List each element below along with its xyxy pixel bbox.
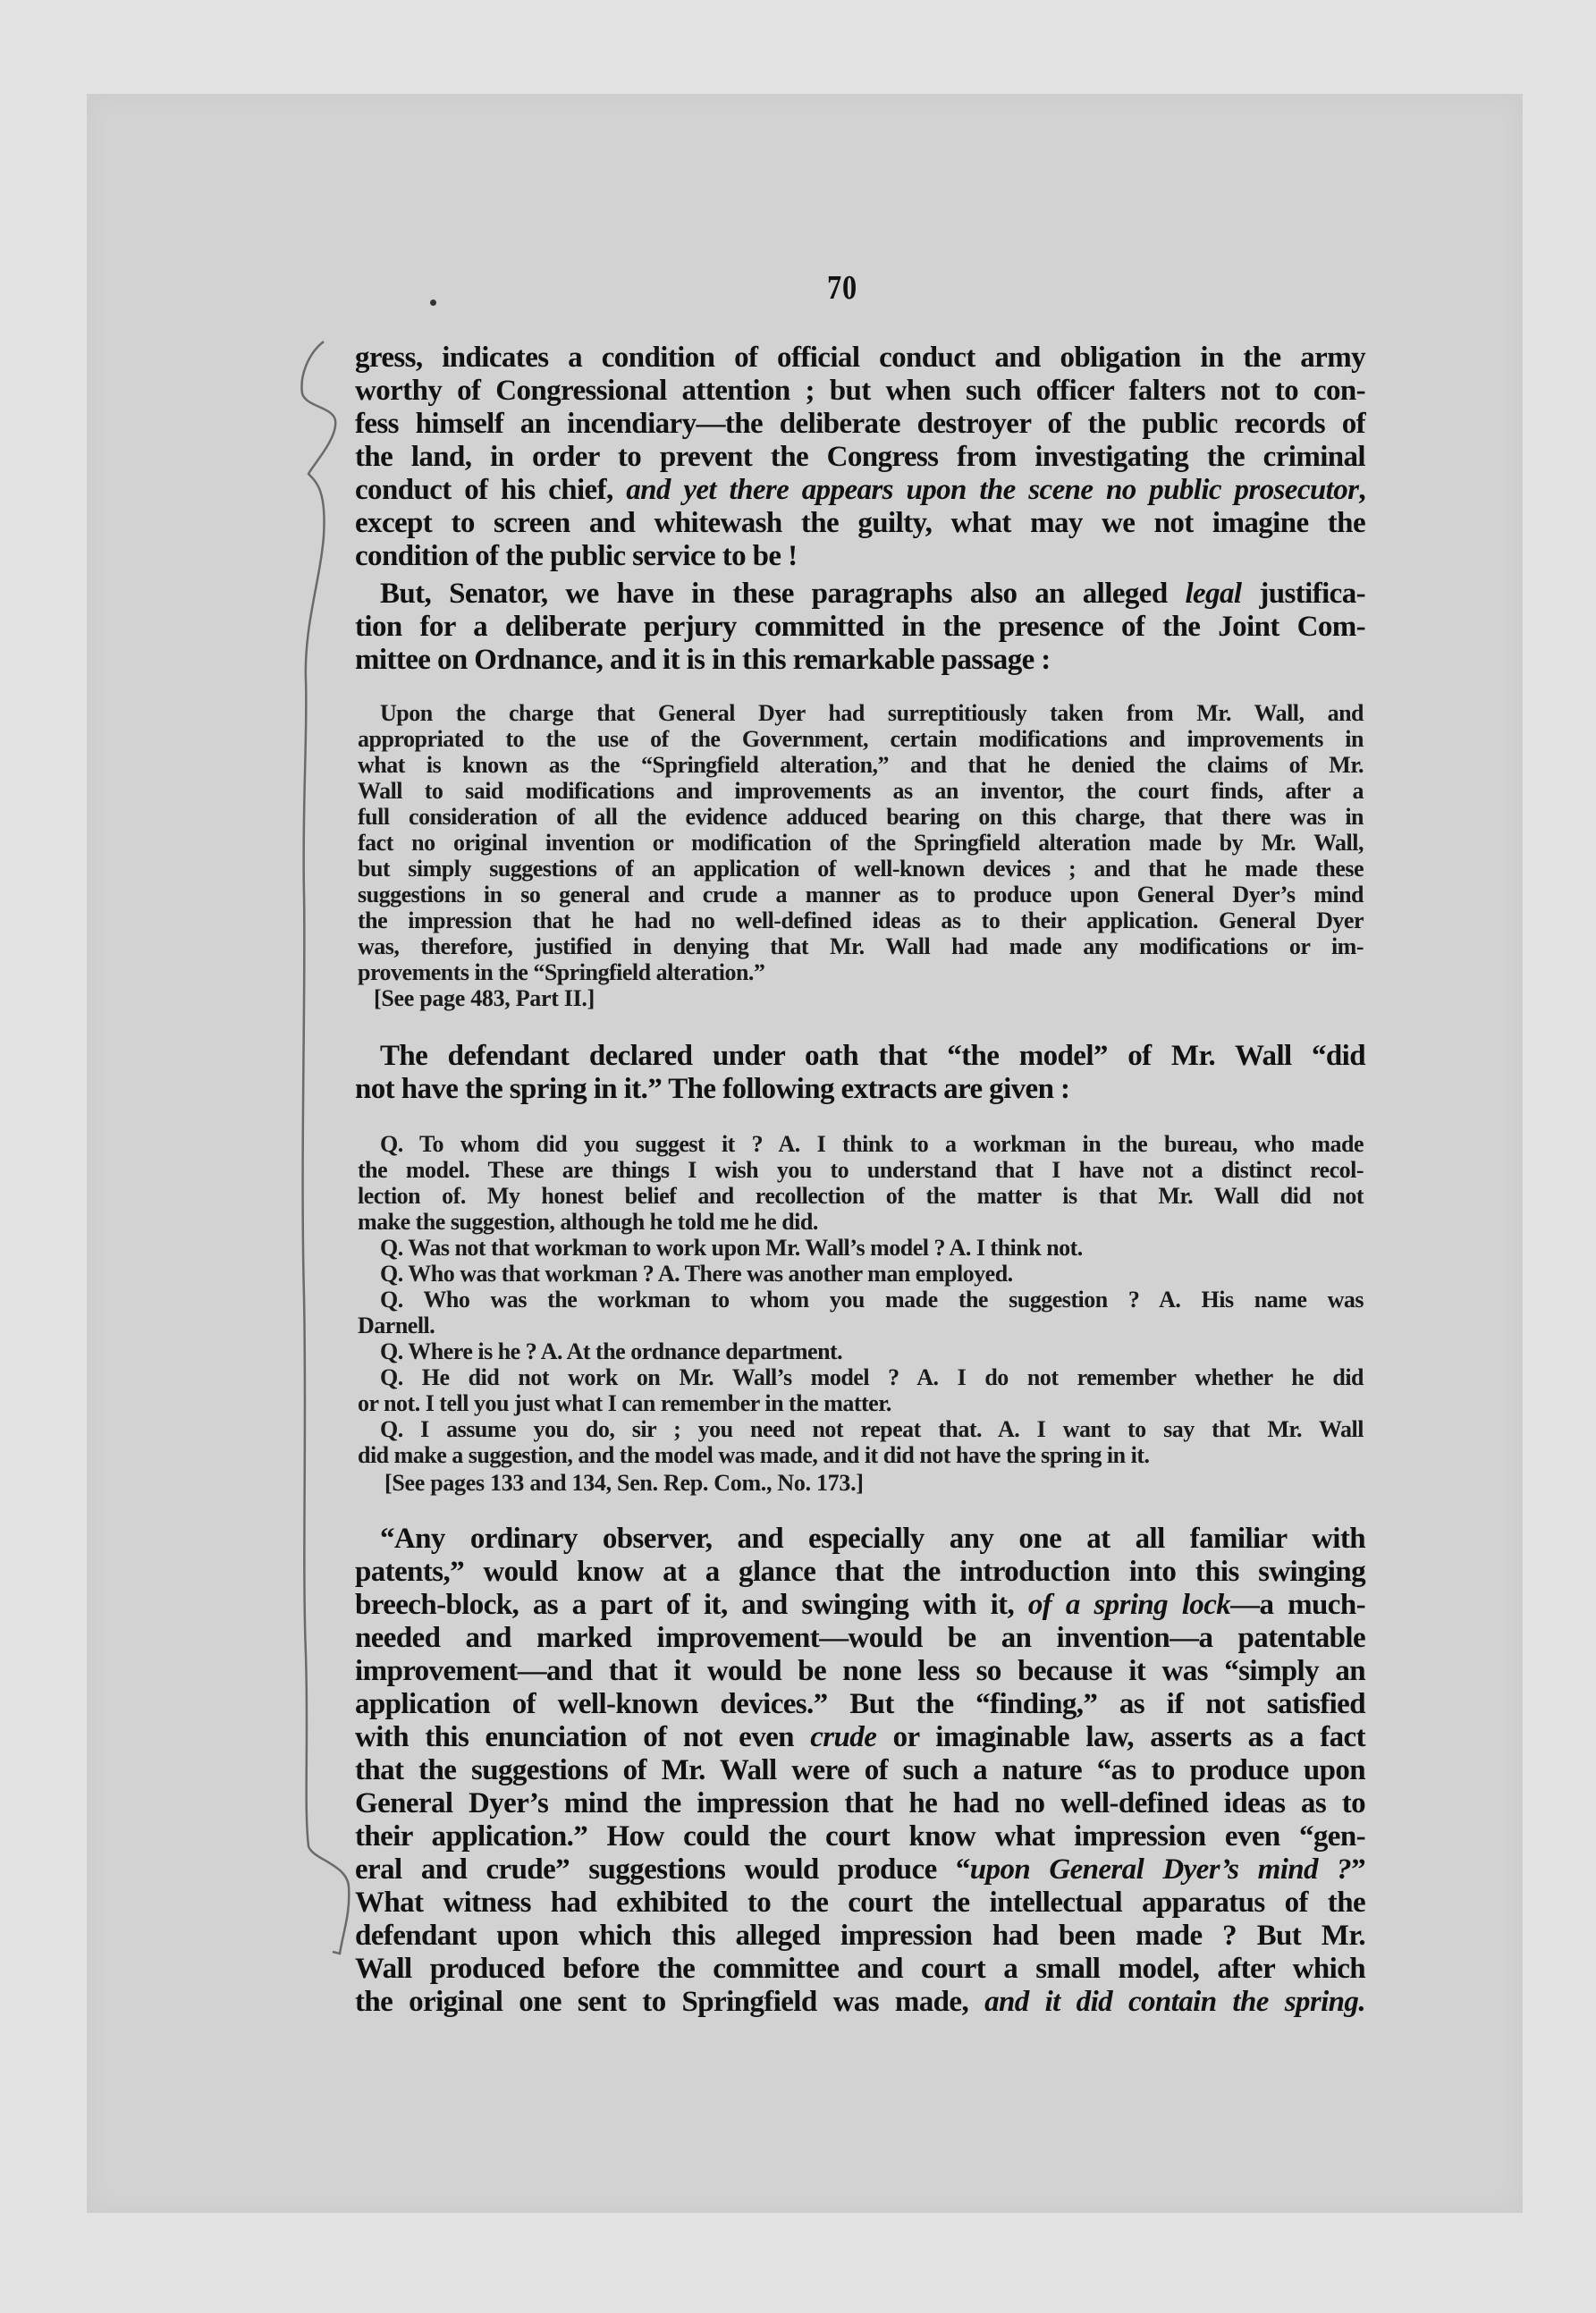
testimony-line: the model. These are things I wish you to understand that I have not a distinct recol- <box>358 1157 1364 1183</box>
text-line: But, Senator, we have in these paragraphs also an alleged legal justifica- <box>380 578 1366 610</box>
text-line: conduct of his chief, and yet there appears upon the scene no public prosecutor, <box>355 474 1365 506</box>
quote-line: Upon the charge that General Dyer had surreptitiously taken from Mr. Wall, and <box>380 700 1364 726</box>
text-line: tion for a deliberate perjury committed in the presence of the Joint Com- <box>355 611 1365 643</box>
italic-emphasis: and it did contain the spring. <box>984 1986 1365 2018</box>
testimony-line: Q. To whom did you suggest it ? A. I think to a workman in the bureau, who made <box>380 1131 1364 1157</box>
text-line: patents,” would know at a glance that the introduction into this swinging <box>355 1556 1365 1588</box>
text-line: that the suggestions of Mr. Wall were of such a nature “as to produce upon <box>355 1754 1365 1786</box>
italic-emphasis: legal <box>1185 578 1242 610</box>
quote-line: suggestions in so general and crude a manner as to produce upon General Dyer’s mind <box>358 882 1364 907</box>
quote-line: full consideration of all the evidence adduced bearing on this charge, that there was in <box>358 804 1364 830</box>
text-line: mittee on Ordnance, and it is in this remarkable passage : <box>355 644 1051 676</box>
text-line: breech-block, as a part of it, and swinging with it, of a spring lock—a much- <box>355 1589 1365 1621</box>
testimony-line: Q. Was not that workman to work upon Mr. Wall’s model ? A. I think not. <box>380 1235 1083 1261</box>
quote-line: what is known as the “Springfield alteration,” and that he denied the claims of Mr. <box>358 752 1364 778</box>
italic-emphasis: crude <box>810 1721 877 1753</box>
text-line: the land, in order to prevent the Congress from investigating the criminal <box>355 441 1365 473</box>
quote-line: appropriated to the use of the Government, certain modifications and improvements in <box>358 726 1364 752</box>
testimony-line: make the suggestion, although he told me he did. <box>358 1209 818 1235</box>
text-line: defendant upon which this alleged impression had been made ? But Mr. <box>355 1920 1365 1952</box>
testimony-line: or not. I tell you just what I can remember in the matter. <box>358 1390 891 1416</box>
text-line: eral and crude” suggestions would produce “upon General Dyer’s mind ?” <box>355 1853 1365 1886</box>
text-line: “Any ordinary observer, and especially any one at all familiar with <box>380 1523 1365 1555</box>
italic-emphasis: upon General Dyer’s mind ? <box>969 1853 1352 1886</box>
text-line: application of well-known devices.” But the “finding,” as if not satisfied <box>355 1688 1365 1720</box>
text-line: their application.” How could the court know what impression even “gen- <box>355 1820 1365 1853</box>
text-line: the original one sent to Springfield was made, and it did contain the spring. <box>355 1986 1365 2018</box>
text-line: improvement—and that it would be none less so because it was “simply an <box>355 1655 1365 1687</box>
testimony-line: Q. Who was that workman ? A. There was another man employed. <box>380 1261 1013 1287</box>
testimony-line: lection of. My honest belief and recollection of the matter is that Mr. Wall did not <box>358 1183 1364 1209</box>
text-line: condition of the public service to be ! <box>355 540 798 572</box>
italic-emphasis: of a spring lock <box>1027 1589 1231 1621</box>
quote-line: but simply suggestions of an application of well-known devices ; and that he made these <box>358 856 1364 882</box>
testimony-line: Q. I assume you do, sir ; you need not repeat that. A. I want to say that Mr. Wall <box>380 1416 1364 1442</box>
testimony-line: Q. He did not work on Mr. Wall’s model ? A. I do not remember whether he did <box>380 1364 1364 1390</box>
text-line: except to screen and whitewash the guilty, what may we not imagine the <box>355 507 1365 539</box>
text-line: with this enunciation of not even crude or imaginable law, asserts as a fact <box>355 1721 1365 1753</box>
quote-line: fact no original invention or modification of the Springfield alteration made by Mr. Wall, <box>358 830 1364 856</box>
citation: [See pages 133 and 134, Sen. Rep. Com., No. 173.] <box>384 1470 864 1496</box>
testimony-line: Darnell. <box>358 1313 435 1338</box>
text-line: not have the spring in it.” The following extracts are given : <box>355 1073 1070 1105</box>
text-line: What witness had exhibited to the court the intellectual apparatus of the <box>355 1887 1365 1919</box>
text-line: gress, indicates a condition of official conduct and obligation in the army <box>355 342 1365 374</box>
text-line: fess himself an incendiary—the deliberate destroyer of the public records of <box>355 408 1365 440</box>
text-line: needed and marked improvement—would be an invention—a patentable <box>355 1622 1365 1654</box>
italic-emphasis: and yet there appears upon the scene no public prosecutor <box>626 474 1359 506</box>
testimony-line: Q. Where is he ? A. At the ordnance department. <box>380 1338 843 1364</box>
quote-line: was, therefore, justified in denying that Mr. Wall had made any modifications or im- <box>358 933 1364 959</box>
quote-line: the impression that he had no well-defined ideas as to their application. General Dyer <box>358 907 1364 933</box>
ink-speck <box>430 300 436 306</box>
text-line: Wall produced before the committee and court a small model, after which <box>355 1953 1365 1985</box>
quote-line: provements in the “Springfield alteration.” <box>358 959 765 985</box>
testimony-line: did make a suggestion, and the model was made, and it did not have the spring in it. <box>358 1442 1150 1468</box>
page-number: 70 <box>827 269 857 307</box>
citation: [See page 483, Part II.] <box>374 985 595 1011</box>
text-line: General Dyer’s mind the impression that he had no well-defined ideas as to <box>355 1787 1365 1819</box>
testimony-line: Q. Who was the workman to whom you made the suggestion ? A. His name was <box>380 1287 1364 1313</box>
quote-line: Wall to said modifications and improvements as an inventor, the court finds, after a <box>358 778 1364 804</box>
text-line: worthy of Congressional attention ; but when such officer falters not to con- <box>355 375 1365 407</box>
text-line: The defendant declared under oath that “the model” of Mr. Wall “did <box>380 1040 1365 1072</box>
